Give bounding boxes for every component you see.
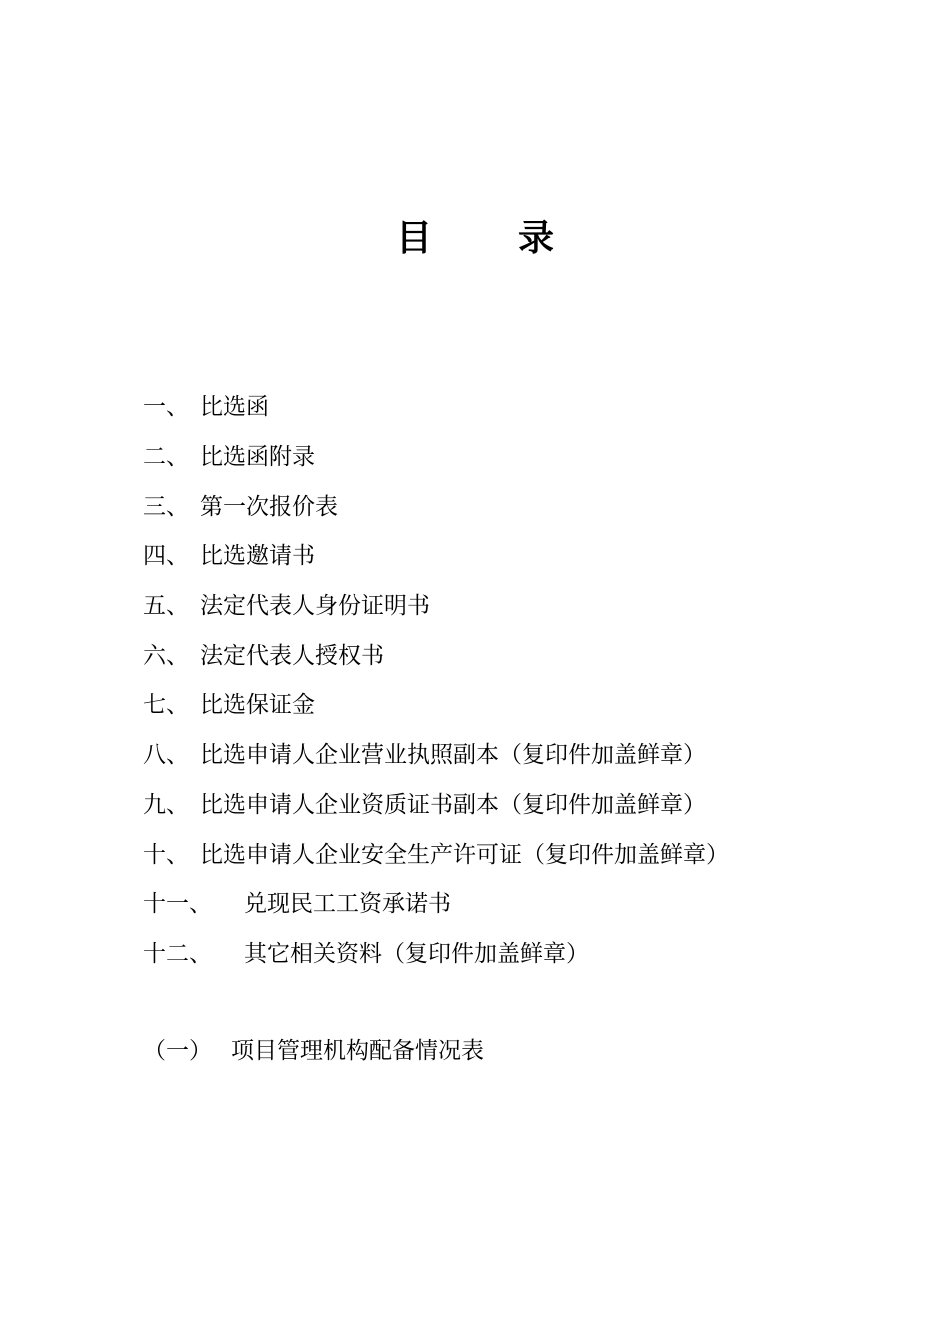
toc-item-number: 十一、	[143, 891, 212, 918]
toc-item	[143, 728, 903, 778]
toc-item	[143, 430, 903, 480]
toc-item	[143, 778, 903, 828]
toc-item-text: 第一次报价表	[200, 493, 338, 520]
toc-item-number: 五、	[143, 593, 189, 620]
toc-item-text: 比选保证金	[200, 692, 315, 719]
toc-sub-item-text: 项目管理机构配备情况表	[231, 1038, 484, 1064]
toc-item-number: 七、	[143, 692, 189, 719]
toc-item-text: 比选函	[200, 394, 269, 421]
title-char-1: 目	[395, 218, 432, 259]
toc-item	[143, 628, 903, 678]
toc-item-number: 十、	[143, 841, 189, 868]
table-of-contents	[143, 380, 903, 976]
page-title	[0, 214, 950, 264]
toc-item-number: 十二、	[143, 940, 212, 967]
toc-sub-item-number: （一）	[143, 1038, 212, 1064]
toc-item	[143, 877, 903, 927]
toc-item	[143, 380, 903, 430]
toc-item-text: 法定代表人身份证明书	[200, 593, 430, 620]
toc-item-text: 比选邀请书	[200, 543, 315, 570]
toc-item-number: 三、	[143, 493, 189, 520]
toc-item-text: 兑现民工工资承诺书	[244, 891, 451, 918]
toc-item-number: 八、	[143, 742, 189, 769]
toc-sub-item	[143, 1026, 484, 1076]
toc-item-text: 比选申请人企业资质证书副本（复印件加盖鲜章）	[200, 791, 706, 818]
toc-item-text: 比选申请人企业营业执照副本（复印件加盖鲜章）	[200, 742, 706, 769]
toc-item	[143, 678, 903, 728]
toc-item-text: 法定代表人授权书	[200, 642, 384, 669]
title-char-2: 录	[518, 218, 555, 259]
toc-item-text: 比选函附录	[200, 444, 315, 471]
toc-item-number: 二、	[143, 444, 189, 471]
toc-item-text: 其它相关资料（复印件加盖鲜章）	[244, 940, 589, 967]
toc-item	[143, 479, 903, 529]
toc-item-number: 一、	[143, 394, 189, 421]
toc-item-number: 四、	[143, 543, 189, 570]
toc-item	[143, 529, 903, 579]
toc-item-number: 九、	[143, 791, 189, 818]
toc-item	[143, 827, 903, 877]
toc-item-text: 比选申请人企业安全生产许可证（复印件加盖鲜章）	[200, 841, 729, 868]
toc-item-number: 六、	[143, 642, 189, 669]
toc-item	[143, 927, 903, 977]
toc-item	[143, 579, 903, 629]
